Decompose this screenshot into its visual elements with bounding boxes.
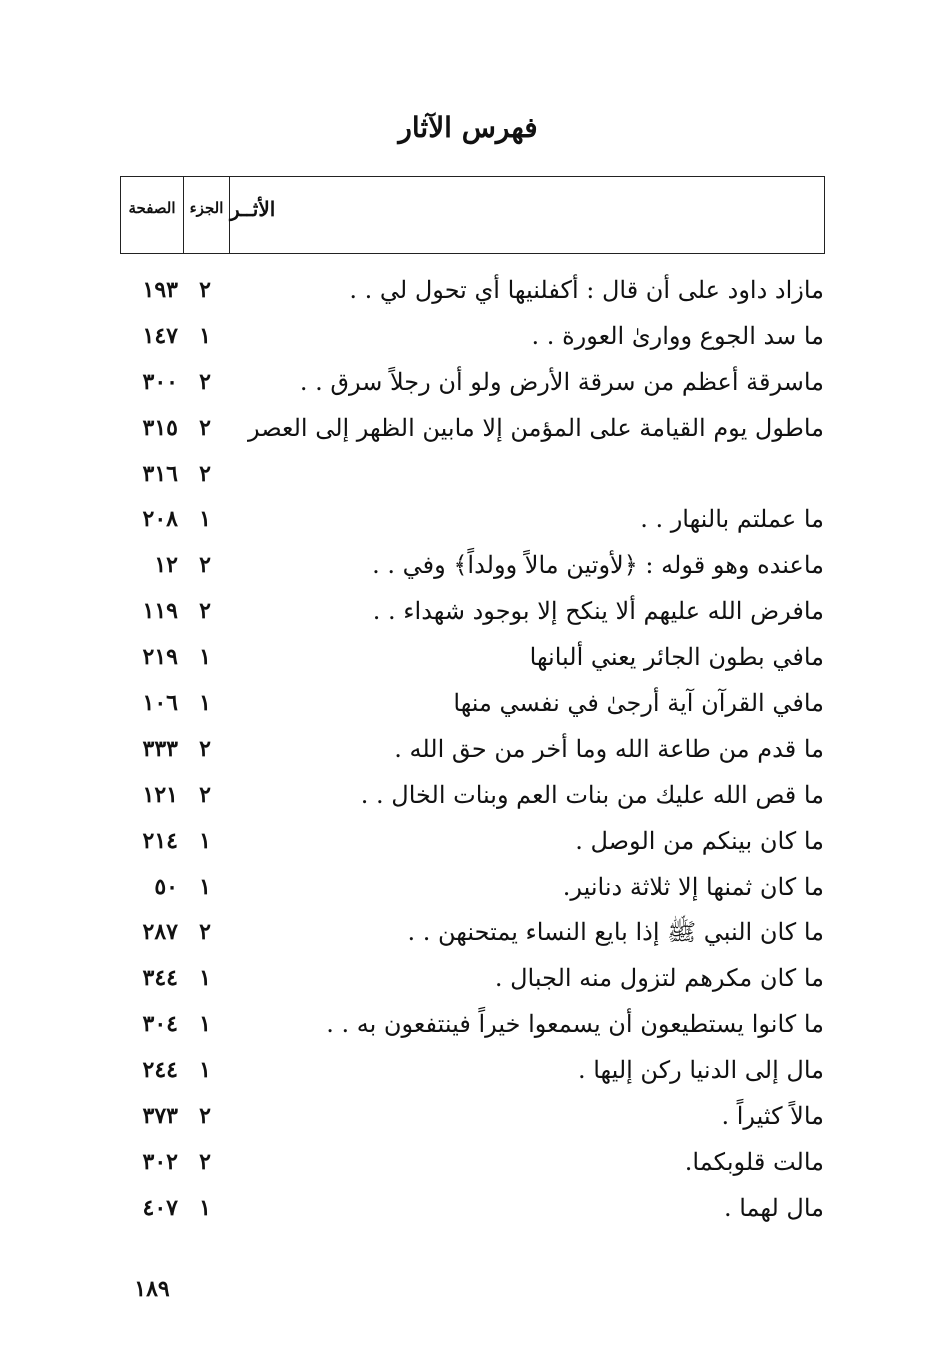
- part-number: ٢: [199, 277, 211, 303]
- index-row: [0, 452, 936, 498]
- part-number: ١: [199, 965, 211, 992]
- part-number: ١: [199, 1057, 211, 1084]
- part-number: ٢: [199, 1103, 211, 1130]
- index-row: [0, 268, 936, 314]
- page-ref: ٣٠٤: [142, 1011, 178, 1038]
- page-ref: ٤٠٧: [142, 1194, 178, 1221]
- index-row: [0, 1094, 936, 1140]
- athar-text: ما كان مكرهم لتزول منه الجبال .: [494, 964, 824, 993]
- part-number: ٢: [199, 781, 211, 808]
- page-ref: ٢٤٤: [142, 1057, 178, 1084]
- header-athar: الأثــر: [230, 197, 276, 221]
- part-number: ١: [199, 644, 211, 671]
- index-row: [0, 406, 936, 452]
- page-ref: ٢١٤: [142, 827, 178, 854]
- page-ref: ٣١٥: [142, 414, 178, 441]
- index-row: [0, 314, 936, 360]
- athar-text: مال لهما .: [723, 1193, 824, 1222]
- index-rows: [0, 268, 936, 1232]
- part-number: ٢: [199, 919, 211, 946]
- athar-text: ما قدم من طاعة الله وما أخر من حق الله .: [394, 734, 824, 763]
- athar-text: مافي القرآن آية أرجىٰ في نفسي منها: [453, 689, 824, 718]
- index-row: [0, 1140, 936, 1186]
- page-title: فهرس الآثار: [398, 111, 538, 144]
- page-ref: ٣٠٢: [142, 1148, 178, 1175]
- index-row: [0, 1048, 936, 1094]
- page-ref: ٣١٦: [142, 460, 178, 487]
- athar-text: ما سد الجوع ووارىٰ العورة . .: [531, 321, 824, 350]
- athar-text: ماعنده وهو قوله : ﴿لأوتين مالاً وولداً﴾ وفي . .: [372, 551, 824, 580]
- index-row: [0, 589, 936, 635]
- part-number: ٢: [199, 460, 211, 487]
- athar-text: ما عملتم بالنهار . .: [640, 505, 824, 534]
- page-ref: ٣٣٣: [142, 735, 178, 762]
- part-number: ٢: [199, 598, 211, 625]
- athar-text: مازاد داود على أن قال : أكفلنيها أي تحول لي . .: [349, 276, 824, 304]
- athar-text: مافي بطون الجائر يعني ألبانها: [529, 643, 824, 672]
- page-ref: ٥٠: [154, 873, 178, 900]
- part-number: ٢: [199, 552, 211, 579]
- page-ref: ١٩٣: [142, 277, 178, 303]
- page-ref: ٣٠٠: [142, 368, 178, 395]
- athar-text: ما كان ثمنها إلا ثلاثة دنانير.: [562, 872, 824, 901]
- athar-text: ما كانوا يستطيعون أن يسمعوا خيراً فينتفعون به . .: [326, 1010, 824, 1039]
- index-row: [0, 497, 936, 543]
- part-number: ٢: [199, 368, 211, 395]
- part-number: ٢: [199, 414, 211, 441]
- part-number: ١: [199, 1011, 211, 1038]
- athar-text: ماطول يوم القيامة على المؤمن إلا مابين الظهر إلى العصر: [247, 413, 824, 442]
- part-number: ١: [199, 690, 211, 717]
- part-number: ٢: [199, 1148, 211, 1175]
- part-number: ٢: [199, 735, 211, 762]
- header-part: الجزء: [184, 177, 230, 253]
- part-number: ١: [199, 1194, 211, 1221]
- index-row: [0, 360, 936, 406]
- athar-text: مالاً كثيراً .: [721, 1102, 824, 1131]
- part-number: ١: [199, 827, 211, 854]
- part-number: ١: [199, 873, 211, 900]
- page-ref: ٢٨٧: [142, 919, 178, 946]
- athar-text: مال إلى الدنيا ركن إليها .: [577, 1056, 824, 1085]
- part-number: ١: [199, 322, 211, 349]
- page-number: ١٨٩: [134, 1276, 170, 1302]
- athar-text: مالت قلوبكما.: [684, 1147, 824, 1176]
- part-number: ١: [199, 506, 211, 533]
- athar-text: ماسرقة أعظم من سرقة الأرض ولو أن رجلاً سرق . .: [299, 367, 824, 396]
- page-ref: ٣٧٣: [142, 1103, 178, 1130]
- index-row: [0, 727, 936, 773]
- header-page: الصفحة: [121, 177, 184, 253]
- page-ref: ١٤٧: [142, 322, 178, 349]
- athar-text: ما كان بينكم من الوصل .: [575, 826, 824, 855]
- index-table-header: [120, 176, 825, 254]
- index-row: [0, 543, 936, 589]
- index-row: [0, 910, 936, 956]
- page-ref: ٣٤٤: [142, 965, 178, 992]
- page-ref: ١٠٦: [142, 690, 178, 717]
- index-row: [0, 819, 936, 865]
- page-ref: ٢١٩: [142, 644, 178, 671]
- index-row: [0, 773, 936, 819]
- page-ref: ١٢: [154, 552, 178, 579]
- page-ref: ١١٩: [142, 598, 178, 625]
- index-row: [0, 956, 936, 1002]
- athar-text: ما قص الله عليك من بنات العم وبنات الخال . .: [360, 780, 824, 809]
- index-row: [0, 865, 936, 911]
- index-row: [0, 635, 936, 681]
- index-row: [0, 1002, 936, 1048]
- athar-text: ما كان النبي ﷺ إذا بايع النساء يمتحنهن . .: [407, 918, 824, 947]
- page-ref: ٢٠٨: [142, 506, 178, 533]
- index-row: [0, 1186, 936, 1232]
- athar-text: مافرض الله عليهم ألا ينكح إلا بوجود شهداء . .: [372, 597, 824, 626]
- page-ref: ١٢١: [142, 781, 178, 808]
- index-row: [0, 681, 936, 727]
